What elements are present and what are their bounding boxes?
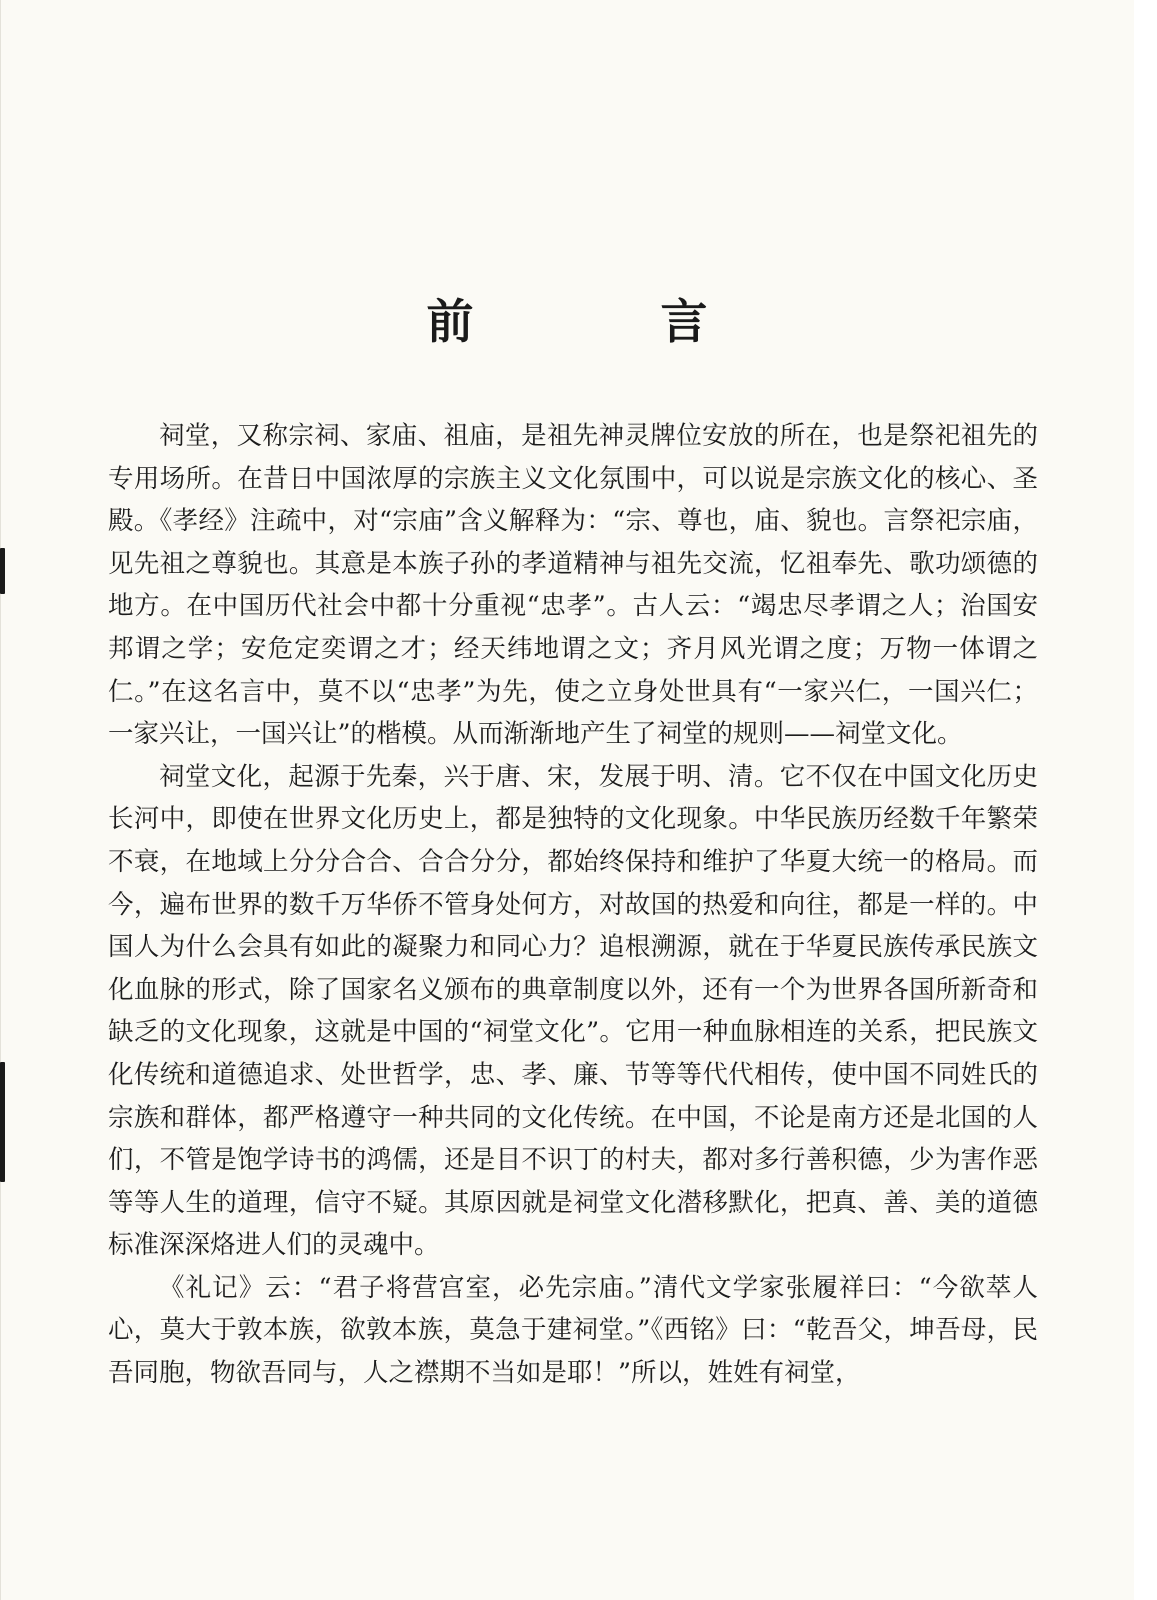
page-margin [1134,0,1157,1600]
scan-edge-mark [0,1062,5,1182]
body-text [108,415,1038,1395]
paragraph-1: 祠堂，又称宗祠、家庙、祖庙，是祖先神灵牌位安放的所在，也是祭祀祖先的专用场所。在昔日中国浓厚的宗族主义文化氛围中，可以说是宗族文化的核心、圣殿。《孝经》注疏中，对“宗庙”含义解释为：“宗、尊也，庙、貌也。言祭祀宗庙，见先祖之尊貌也。其意是本族子孙的孝道精神与祖先交流，忆祖奉先、歌功颂德的地方。在中国历代社会中都十分重视“忠孝”。古人云：“竭忠尽孝谓之人；治国安邦谓之学；安危定奕谓之才；经天纬地谓之文；齐月风光谓之度；万物一体谓之仁。”在这名言中，莫不以“忠孝”为先，使之立身处世具有“一家兴仁，一国兴仁；一家兴让，一国兴让”的楷模。从而渐渐地产生了祠堂的规则——祠堂文化。 [108,421,1038,750]
paragraph-3: 《礼记》云：“君子将营宫室，必先宗庙。”清代文学家张履祥曰：“今欲萃人心，莫大于敦本族，欲敦本族，莫急于建祠堂。”《西铭》曰：“乾吾父，坤吾母，民吾同胞，物欲吾同与，人之襟期不当如是耶！”所以，姓姓有祠堂， [108,1272,1038,1389]
paragraph-2: 祠堂文化，起源于先秦，兴于唐、宋，发展于明、清。它不仅在中国文化历史长河中，即使在世界文化历史上，都是独特的文化现象。中华民族历经数千年繁荣不衰，在地域上分分合合、合合分分，都始终保持和维护了华夏大统一的格局。而今，遍布世界的数千万华侨不管身处何方，对故国的热爱和向往，都是一样的。中国人为什么会具有如此的凝聚力和同心力？追根溯源，就在于华夏民族传承民族文化血脉的形式，除了国家名义颁布的典章制度以外，还有一个为世界各国所新奇和缺乏的文化现象，这就是中国的“祠堂文化”。它用一种血脉相连的关系，把民族文化传统和道德追求、处世哲学，忠、孝、廉、节等等代代相传，使中国不同姓氏的宗族和群体，都严格遵守一种共同的文化传统。在中国，不论是南方还是北国的人们，不管是饱学诗书的鸿儒，还是目不识丁的村夫，都对多行善积德，少为害作恶等等人生的道理，信守不疑。其原因就是祠堂文化潜移默化，把真、善、美的道德标准深深烙进人们的灵魂中。 [108,761,1038,1261]
scan-edge-mark [0,548,5,594]
page-title: 前 言 [426,295,778,351]
